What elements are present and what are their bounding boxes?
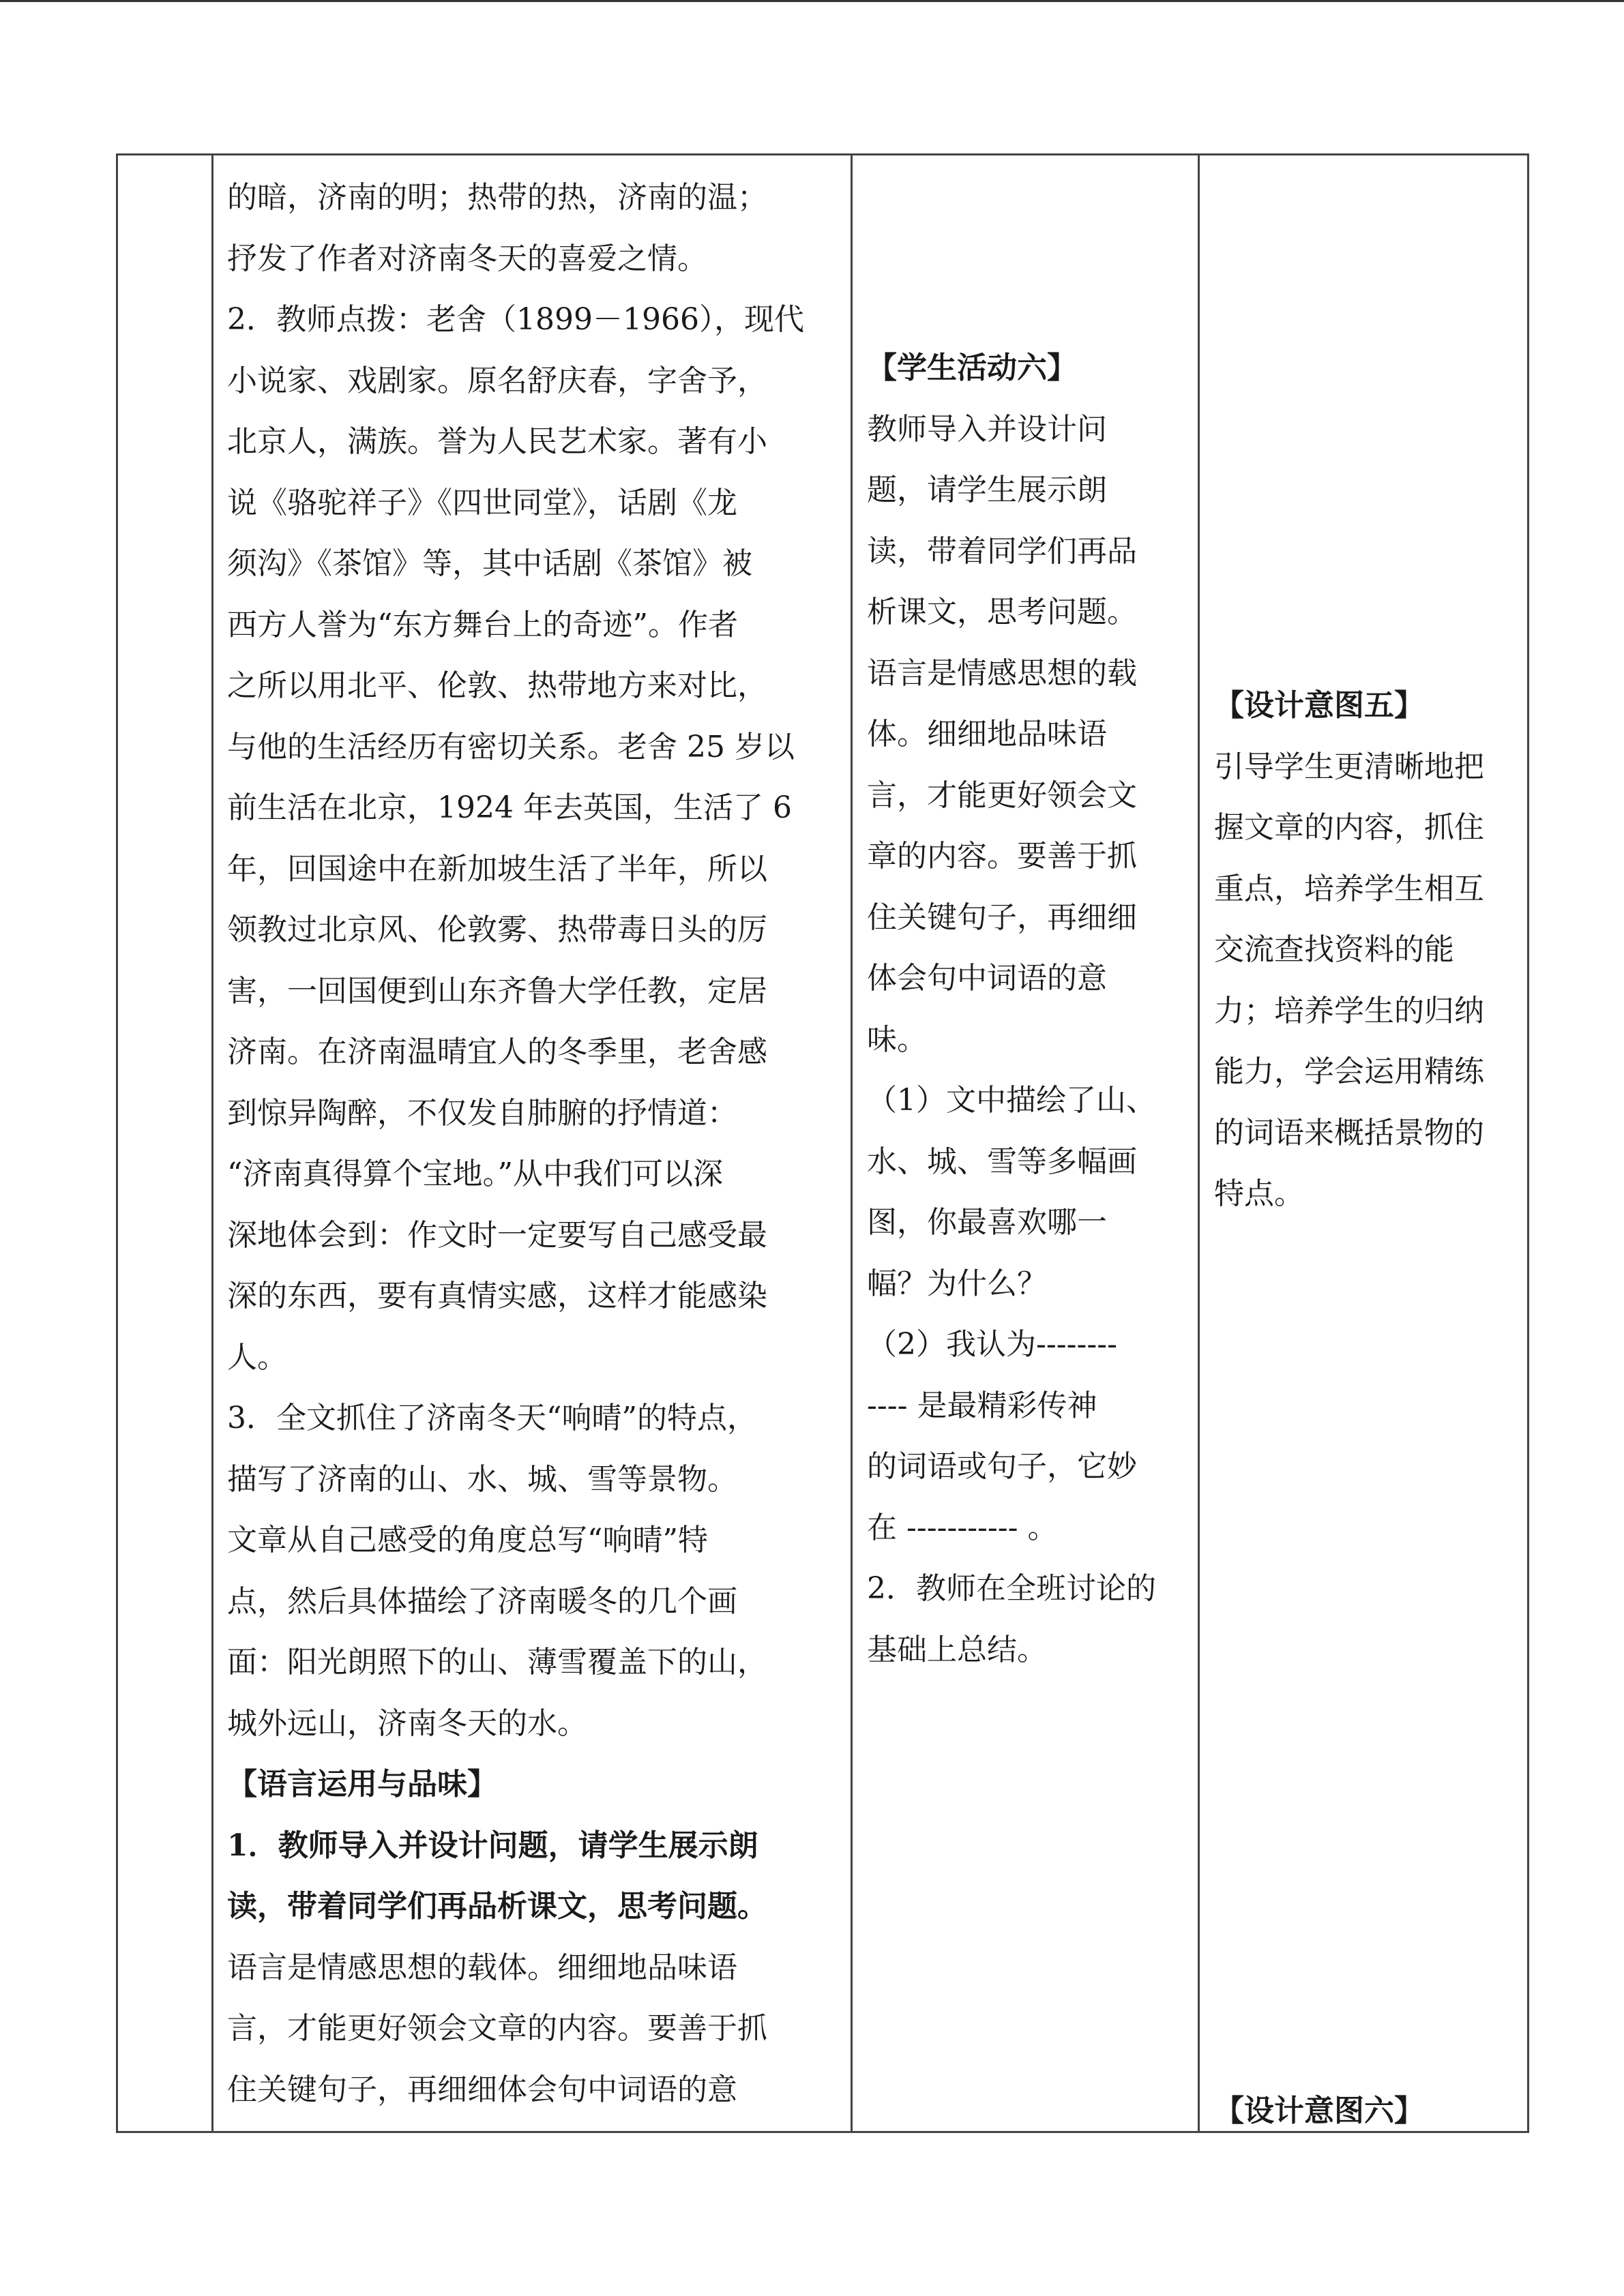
text-line: 3．全文抓住了济南冬天“响晴”的特点， bbox=[227, 1401, 757, 1435]
text-line: 重点，培养学生相互 bbox=[1214, 871, 1484, 906]
text-line: 读，带着同学们再品 bbox=[867, 533, 1137, 569]
text-line: 之所以用北平、伦敦、热带地方来对比， bbox=[227, 668, 767, 703]
text-line: 面：阳光朗照下的山、薄雪覆盖下的山， bbox=[227, 1645, 767, 1680]
text-line: 析课文，思考问题。 bbox=[867, 595, 1137, 629]
text-line: 的词语来概括景物的 bbox=[1214, 1115, 1484, 1150]
text-line: 2．教师在全班讨论的 bbox=[867, 1571, 1156, 1606]
text-line: 前生活在北京，1924 年去英国，生活了 6 bbox=[227, 790, 792, 825]
table-divider-3 bbox=[1198, 153, 1200, 2133]
section-heading: 【设计意图五】 bbox=[1214, 688, 1424, 723]
student-activity-column bbox=[867, 338, 1156, 1680]
text-line: 西方人誉为“东方舞台上的奇迹”。作者 bbox=[227, 607, 738, 642]
text-line: ---- 是最精彩传神 bbox=[867, 1388, 1097, 1423]
text-line: 章的内容。要善于抓 bbox=[867, 839, 1137, 874]
text-line: 小说家、戏剧家。原名舒庆春，字舍予， bbox=[227, 363, 767, 398]
text-line: 点，然后具体描绘了济南暖冬的几个画 bbox=[227, 1583, 737, 1619]
text-line: 人。 bbox=[227, 1339, 287, 1375]
text-line: 城外远山，济南冬天的水。 bbox=[227, 1705, 587, 1741]
text-line: 言，才能更好领会文章的内容。要善于抓 bbox=[227, 2011, 767, 2046]
design-intent-six-heading: 【设计意图六】 bbox=[1214, 2093, 1424, 2128]
text-line: 住关键句子，再细细体会句中词语的意 bbox=[227, 2072, 737, 2107]
table-divider-2 bbox=[851, 153, 853, 2133]
text-line: 年，回国途中在新加坡生活了半年，所以 bbox=[227, 851, 767, 886]
text-line: 言，才能更好领会文 bbox=[867, 777, 1137, 813]
text-line: （2）我认为-------- bbox=[867, 1327, 1117, 1362]
text-line: 须沟》《茶馆》等，其中话剧《茶馆》被 bbox=[227, 546, 752, 581]
section-heading: 【学生活动六】 bbox=[867, 351, 1077, 385]
text-line: 力；培养学生的归纳 bbox=[1214, 993, 1484, 1028]
text-line: 握文章的内容，抓住 bbox=[1214, 810, 1484, 845]
text-line: 体会句中词语的意 bbox=[867, 961, 1107, 996]
page-top-border bbox=[0, 0, 1624, 2]
text-line: 水、城、雪等多幅画 bbox=[867, 1144, 1137, 1179]
design-intent-column bbox=[1214, 675, 1484, 1225]
text-line: 题，请学生展示朗 bbox=[867, 473, 1107, 507]
text-line: 能力，学会运用精练 bbox=[1214, 1054, 1484, 1089]
text-line: 图，你最喜欢哪一 bbox=[867, 1205, 1107, 1240]
section-heading: 【语言运用与品味】 bbox=[227, 1767, 497, 1802]
text-line: 语言是情感思想的载体。细细地品味语 bbox=[227, 1950, 737, 1985]
text-line: （1）文中描绘了山、 bbox=[867, 1083, 1156, 1118]
text-line: 2．教师点拨：老舍（1899－1966），现代 bbox=[227, 302, 804, 337]
text-line: 体。细细地品味语 bbox=[867, 717, 1107, 751]
text-line: 语言是情感思想的载 bbox=[867, 655, 1137, 691]
text-line: 到惊异陶醉，不仅发自肺腑的抒情道： bbox=[227, 1095, 737, 1131]
text-line: “济南真得算个宝地。”从中我们可以深 bbox=[227, 1157, 723, 1191]
text-line: 教师导入并设计问 bbox=[867, 411, 1107, 447]
text-line: 的词语或句子，它妙 bbox=[867, 1449, 1137, 1484]
text-line: 领教过北京风、伦敦雾、热带毒日头的厉 bbox=[227, 912, 767, 947]
text-line: 文章从自己感受的角度总写“响晴”特 bbox=[227, 1523, 708, 1557]
text-line: 味。 bbox=[867, 1022, 927, 1057]
text-line: 交流查找资料的能 bbox=[1214, 932, 1454, 967]
text-line: 基础上总结。 bbox=[867, 1632, 1047, 1667]
text-line: 的暗，济南的明；热带的热，济南的温； bbox=[227, 180, 767, 215]
text-line: 住关键句子，再细细 bbox=[867, 899, 1137, 935]
text-line: 引导学生更清晰地把 bbox=[1214, 749, 1484, 784]
text-line: 害，一回国便到山东齐鲁大学任教，定居 bbox=[227, 973, 767, 1009]
text-line: 特点。 bbox=[1214, 1176, 1304, 1211]
text-line: 描写了济南的山、水、城、雪等景物。 bbox=[227, 1461, 737, 1497]
teaching-process-column bbox=[227, 167, 804, 2120]
text-line: 在 ----------- 。 bbox=[867, 1510, 1058, 1545]
text-line: 济南。在济南温晴宜人的冬季里，老舍感 bbox=[227, 1034, 767, 1069]
text-line: 与他的生活经历有密切关系。老舍 25 岁以 bbox=[227, 729, 795, 764]
text-line: 北京人，满族。誉为人民艺术家。著有小 bbox=[227, 424, 767, 459]
text-line-bold: 读，带着同学们再品析课文，思考问题。 bbox=[227, 1889, 767, 1924]
text-line: 深地体会到：作文时一定要写自己感受最 bbox=[227, 1217, 767, 1253]
text-line: 说《骆驼祥子》《四世同堂》，话剧《龙 bbox=[227, 485, 737, 520]
text-line-bold: 1．教师导入并设计问题，请学生展示朗 bbox=[227, 1828, 758, 1863]
table-divider-1 bbox=[211, 153, 213, 2133]
text-line: 深的东西，要有真情实感，这样才能感染 bbox=[227, 1279, 767, 1313]
text-line: 抒发了作者对济南冬天的喜爱之情。 bbox=[227, 241, 707, 276]
text-line: 幅？为什么？ bbox=[867, 1266, 1047, 1301]
